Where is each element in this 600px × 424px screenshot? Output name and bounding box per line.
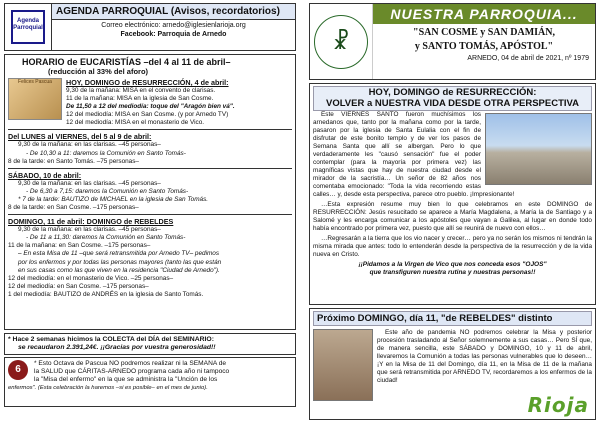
- schedule-line: 9,30 de la mañana: en las clarisas. –45 personas–: [18, 226, 161, 234]
- schedule-line: De 11,50 a 12 del mediodía: toque del "Aragón bien vá".: [66, 103, 235, 111]
- schedule-line: 8 de la tarde: en San Cosme. –175 personas–: [8, 204, 139, 212]
- procession-photo: [313, 329, 373, 401]
- schedule-line: en sus casas como las que viven en la residencia "Ciudad de Arnedo").: [18, 266, 220, 274]
- article-paragraph: …Esta expresión resume muy bien lo que celebramos en este DOMINGO de RESURRECCIÓN: Jesús resucitado se aparece a María Magdalena, a María la de Santiago y a Salomé y les encarga comunicar a los apóstoles que vayan a Galilea, al lugar en donde todo había encontrado por primera vez, puesto que allí se reunirá de nuevo con ellos…: [313, 201, 592, 232]
- schedule-line: 9,30 de la mañana: en las clarisas. –45 personas–: [18, 179, 161, 187]
- schedule-subtitle: (reducción al 33% del aforo): [48, 67, 149, 76]
- schedule-line: 12 del mediodía: en el monasterio de Vico. –25 personas–: [8, 274, 174, 282]
- schedule-line: - De 6,30 a 7,15: daremos la Comunión en Santo Tomás-: [26, 187, 189, 195]
- schedule-line: 11 de la mañana: en San Cosme. –175 personas–: [8, 242, 151, 250]
- rioja-watermark: Rioja: [527, 393, 589, 417]
- bulletin-title: NUESTRA PARROQUIA...: [373, 4, 595, 24]
- schedule-line: 9,30 de la mañana: MISA en el convento de clarisas.: [66, 87, 216, 94]
- section-sunday: DOMINGO, 11 de abril: DOMINGO de REBELDES: [8, 217, 174, 227]
- schedule-line: – En esta Misa de 11 –que será retransmitida por Arnedo TV– pedimos: [18, 250, 220, 258]
- health-week-note: 6 * Esto Octava de Pascua NO podremos realizar ni la SEMANA de la SALUD que CÁRITAS-ARNEDO programa cada año ni tampoco la "Misa del enfermo" en la que se administra la "Unción de los enfermos". (Esta celebración la haremos –si es posible– en el mes de junio).: [4, 357, 296, 407]
- facebook-line: Facebook: Parroquia de Arnedo: [120, 31, 227, 38]
- agenda-title: AGENDA PARROQUIAL (Avisos, recordatorios): [52, 4, 295, 20]
- section-saturday: SÁBADO, 10 de abril:: [8, 170, 82, 180]
- next-sunday-article: [309, 308, 596, 420]
- schedule-line: 12 del mediodía: en San Cosme. –175 personas–: [8, 282, 149, 290]
- schedule-line: 11 de la mañana: MISA en la iglesia de San Cosme.: [66, 95, 214, 103]
- parish-name-1: "SAN COSME y SAN DAMIÁN,: [413, 27, 555, 38]
- article-paragraph: Este VIERNES SANTO fueron muchísimos los arnedanos que, tanto por la mañana como por la tarde, pasaron por la iglesia de Santa Eulalia con el fin de disfrutar de este bonito templo y de ver los pasos de Semana Santa que allí se albergan. Pero lo que verdaderamente les "causó sensación" fue el poder contemplar (para la mayoría por primera vez) las magníficas vistas que hay de nuestra ciudad desde el mirador de la sacristía… Un señor de 82 años nos comentaba emocionado: "Toda la vida recorriendo estas calles… y, desde esta perspectiva, parece otro pueblo. ¡Impresionante!: [313, 111, 515, 198]
- schedule-title: HORARIO de EUCARISTÍAS –del 4 al 11 de abril–: [22, 57, 231, 67]
- agenda-header: [4, 3, 296, 51]
- schedule-line: 9,30 de la mañana: en las clarisas. –45 personas–: [18, 141, 161, 149]
- arnedo-view-photo: [485, 113, 592, 185]
- next-sunday-title: Próximo DOMINGO, día 11, "de REBELDES" distinto: [313, 311, 592, 326]
- issue-date: ARNEDO, 04 de abril de 2021, nº 1979: [467, 55, 589, 62]
- mass-schedule: [4, 54, 296, 330]
- easter-article: [309, 83, 596, 305]
- parish-seal-icon: ☧: [310, 4, 373, 79]
- parish-header: [309, 3, 596, 80]
- article-paragraph: …Regresarán a la tierra que los vio nacer y crecer… pero ya no serán los mismos ni tendrán la misma mirada que antes: todo lo entenderán desde la perspectiva de la resurrección y de la vida nueva en Cristo.: [313, 235, 592, 258]
- schedule-line: - De 11 a 11,30: daremos la Comunión en Santo Tomás-: [26, 234, 186, 242]
- schedule-line: 8 de la tarde: en Santo Tomás. –75 personas–: [8, 157, 139, 165]
- easter-image: Felices Pascua: [8, 78, 62, 120]
- parish-column: [305, 0, 600, 424]
- seminary-collection-note: * Hace 2 semanas hicimos la COLECTA del DÍA del SEMINARIO: se recaudaron 2.391,24€. ¡¡Gracias por vuestra generosidad!!: [4, 333, 296, 355]
- schedule-line: 1 del mediodía: BAUTIZO de ANDRÉS en la iglesia de Santo Tomás.: [8, 290, 204, 298]
- agenda-logo: Agenda Parroquial: [5, 4, 52, 50]
- schedule-line: por los enfermos y por todas las personas mayores (tanto las que están: [18, 258, 222, 266]
- schedule-line: - De 10,30 a 11: daremos la Comunión en Santo Tomás-: [26, 149, 186, 157]
- section-weekdays: Del LUNES al VIERNES, del 5 al 9 de abril:: [8, 132, 152, 142]
- section-today: HOY, DOMINGO de RESURRECCIÓN, 4 de abril:: [66, 78, 229, 87]
- next-sunday-text: Este año de pandemia NO podremos celebrar la Misa y posterior procesión trasladando al Señor solemnemente a sus casas… Pero SÍ que, de manera sencilla, este SÁBADO y DOMINGO, 10 y 11 de abril, llevaremos la Comunión a todas las personas vulnerables que lo deseen… ¡Y en la Misa de 11 del Domingo, día 11, en la Misa de 11 de la mañana que será retransmitida por ARNEDO TV, recordaremos a los enfermos de la ciudad!: [377, 329, 592, 384]
- email-line: Correo electrónico: arnedo@iglesienlarioja.org: [101, 22, 246, 29]
- article-title: HOY, DOMINGO de RESURRECCIÓN: VOLVER a NUESTRA VIDA DESDE OTRA PERSPECTIVA: [313, 86, 592, 111]
- schedule-line: * 7 de la tarde: BAUTIZO de MICHAEL en la iglesia de San Tomás.: [18, 195, 209, 203]
- caritas-icon: 6: [8, 360, 30, 396]
- prayer-line: ¡¡Pidamos a la Virgen de Vico que nos conceda esos "OJOS": [358, 261, 547, 268]
- prayer-line: que transfiguren nuestra rutina y nuestras personas!!: [369, 269, 536, 276]
- parish-name-2: y SANTO TOMÁS, APÓSTOL": [414, 41, 554, 52]
- schedule-line: 12 del mediodía: MISA en San Cosme. (y por Arnedo TV): [66, 111, 229, 119]
- schedule-line: 12 del mediodía: MISA en el monasterio de Vico.: [66, 119, 205, 127]
